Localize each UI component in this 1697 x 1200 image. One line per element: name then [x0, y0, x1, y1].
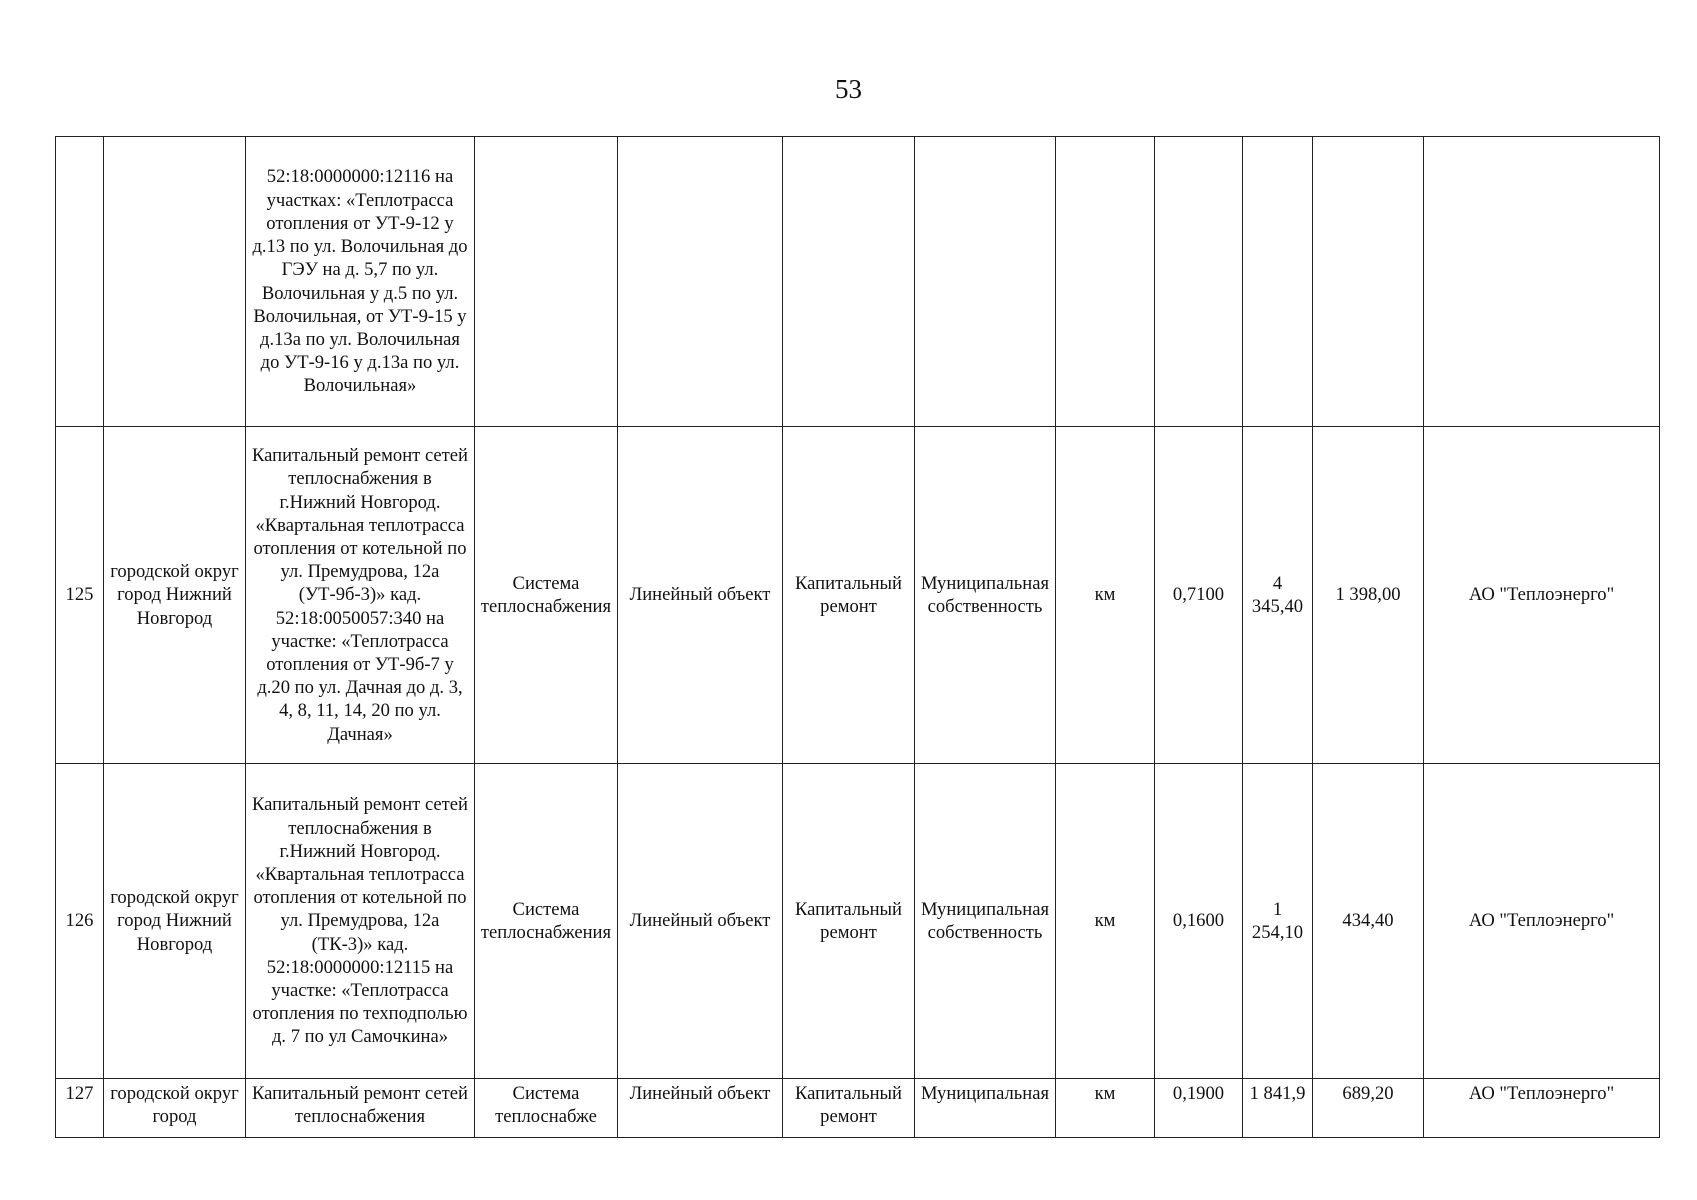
table-row	[56, 427, 1660, 764]
unit-cell: км	[1056, 1079, 1155, 1138]
ownership-cell: Муниципальная собственность	[915, 764, 1056, 1079]
municipality-cell: городской округ город Нижний Новгород	[104, 427, 246, 764]
description-cell: Капитальный ремонт сетей теплоснабжения в г.Нижний Новгород. «Квартальная теплотрасса отопления от котельной по ул. Премудрова, 12а (ТК-3)» кад. 52:18:0000000:12115 на участке: «Теплотрасса отопления по техподполью д. 7 по ул Самочкина»	[246, 764, 475, 1079]
work-type-cell: Капитальный ремонт	[783, 764, 915, 1079]
ownership-cell: Муниципальная собственность	[915, 427, 1056, 764]
amount-cell: 1 398,00	[1313, 427, 1424, 764]
amount-cell: 689,20	[1313, 1079, 1424, 1138]
row-number-cell: 127	[56, 1079, 104, 1138]
ownership-cell	[915, 137, 1056, 427]
operator-cell	[1424, 137, 1660, 427]
system-cell: Система теплоснабжения	[475, 764, 618, 1079]
municipality-cell: городской округ город Нижний Новгород	[104, 764, 246, 1079]
unit-cell: км	[1056, 764, 1155, 1079]
object-type-cell: Линейный объект	[618, 427, 783, 764]
cost-cell	[1243, 137, 1313, 427]
length-cell: 0,1900	[1155, 1079, 1243, 1138]
cost-cell: 4 345,40	[1243, 427, 1313, 764]
page-number: 53	[835, 74, 862, 104]
object-type-cell: Линейный объект	[618, 764, 783, 1079]
length-cell	[1155, 137, 1243, 427]
operator-cell: АО "Теплоэнерго"	[1424, 1079, 1660, 1138]
length-cell: 0,1600	[1155, 764, 1243, 1079]
description-cell: Капитальный ремонт сетей теплоснабжения	[246, 1079, 475, 1138]
description-cell: Капитальный ремонт сетей теплоснабжения в г.Нижний Новгород. «Квартальная теплотрасса отопления от котельной по ул. Премудрова, 12а (УТ-9б-3)» кад. 52:18:0050057:340 на участке: «Теплотрасса отопления от УТ-9б-7 у д.20 по ул. Дачная до д. 3, 4, 8, 11, 14, 20 по ул. Дачная»	[246, 427, 475, 764]
row-number-cell: 126	[56, 764, 104, 1079]
row-number-cell	[56, 137, 104, 427]
object-type-cell: Линейный объект	[618, 1079, 783, 1138]
municipality-cell: городской округ город	[104, 1079, 246, 1138]
cost-cell: 1 841,9	[1243, 1079, 1313, 1138]
amount-cell	[1313, 137, 1424, 427]
system-cell: Система теплоснабжения	[475, 427, 618, 764]
operator-cell: АО "Теплоэнерго"	[1424, 764, 1660, 1079]
work-type-cell: Капитальный ремонт	[783, 427, 915, 764]
unit-cell: км	[1056, 427, 1155, 764]
amount-cell: 434,40	[1313, 764, 1424, 1079]
table-row	[56, 764, 1660, 1079]
work-type-cell: Капитальный ремонт	[783, 1079, 915, 1138]
unit-cell	[1056, 137, 1155, 427]
row-number-cell: 125	[56, 427, 104, 764]
cost-cell: 1 254,10	[1243, 764, 1313, 1079]
municipality-cell	[104, 137, 246, 427]
system-cell	[475, 137, 618, 427]
ownership-cell: Муниципальная	[915, 1079, 1056, 1138]
table-row	[56, 1079, 1660, 1138]
description-cell: 52:18:0000000:12116 на участках: «Теплотрасса отопления от УТ-9-12 у д.13 по ул. Волочильная до ГЭУ на д. 5,7 по ул. Волочильная у д.5 по ул. Волочильная, от УТ-9-15 у д.13а по ул. Волочильная до УТ-9-16 у д.13а по ул. Волочильная»	[246, 137, 475, 427]
length-cell: 0,7100	[1155, 427, 1243, 764]
system-cell: Система теплоснабже	[475, 1079, 618, 1138]
object-type-cell	[618, 137, 783, 427]
operator-cell: АО "Теплоэнерго"	[1424, 427, 1660, 764]
work-type-cell	[783, 137, 915, 427]
table-row	[56, 137, 1660, 427]
projects-table	[55, 136, 1660, 1138]
